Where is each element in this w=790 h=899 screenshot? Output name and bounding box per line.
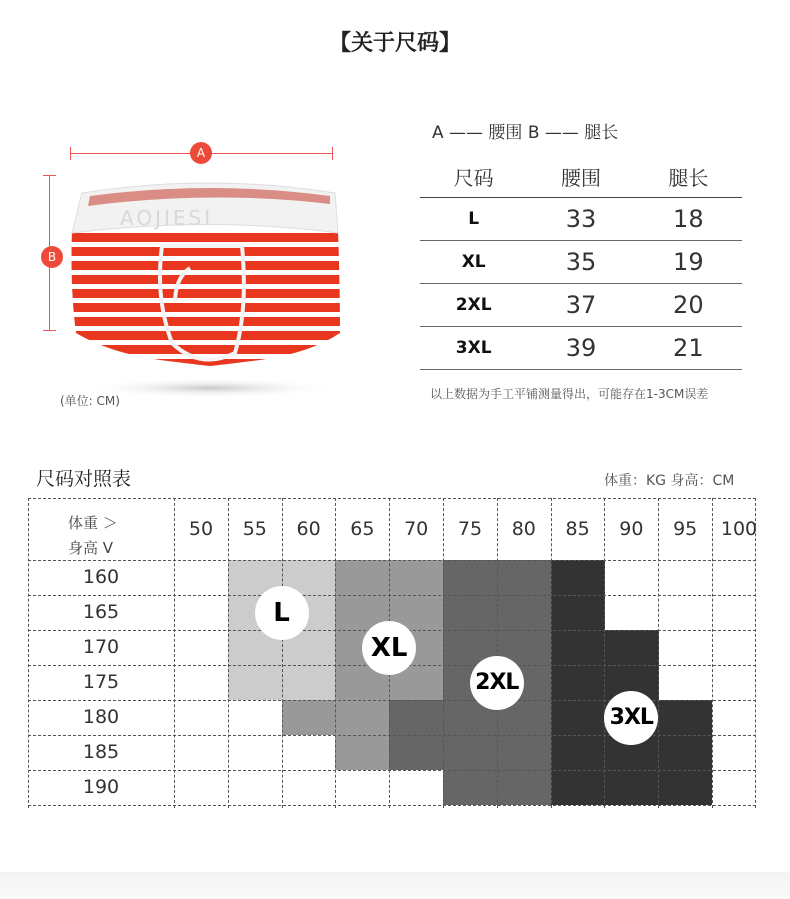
- chart-cell-3xl: [658, 770, 712, 805]
- size-chart-unit: 体重：KG 身高：CM: [604, 473, 735, 489]
- header-waist: 腰围: [527, 155, 634, 198]
- chart-cell-3xl: [551, 665, 605, 700]
- table-row: [420, 241, 742, 284]
- height-label: 170: [82, 636, 120, 658]
- corner-height-label: 身高 V: [68, 539, 114, 557]
- weight-label: 65: [350, 518, 375, 540]
- grid-line: [28, 595, 756, 596]
- weight-label: 95: [673, 518, 698, 540]
- chart-cell-3xl: [551, 770, 605, 805]
- height-label: 160: [82, 566, 120, 588]
- table-row: [420, 198, 742, 241]
- chart-cell-l: [228, 665, 282, 700]
- chart-cell-3xl: [658, 735, 712, 770]
- chart-cell-3xl: [551, 700, 605, 735]
- chart-cell-xl: [335, 735, 389, 770]
- table-row: [420, 327, 742, 370]
- grid-line: [174, 498, 175, 808]
- grid-line: [28, 805, 756, 806]
- chart-cell-2xl: [443, 560, 497, 595]
- chart-cell-2xl: [389, 700, 443, 735]
- chart-cell-3xl: [551, 595, 605, 630]
- chart-cell-3xl: [551, 630, 605, 665]
- chart-cell-xl: [389, 560, 443, 595]
- grid-line: [228, 498, 229, 808]
- waist-cell: 39: [527, 327, 634, 370]
- footer-shade: [0, 872, 790, 899]
- chart-cell-3xl: [604, 770, 658, 805]
- chart-cell-2xl: [443, 595, 497, 630]
- weight-label: 85: [565, 518, 590, 540]
- leg-cell: 20: [635, 284, 742, 327]
- boxer-briefs-image: [40, 138, 340, 398]
- measurement-note: 以上数据为手工平铺测量得出，可能存在1-3CM误差: [430, 387, 709, 401]
- header-leg: 腿长: [635, 155, 742, 198]
- chart-cell-3xl: [604, 630, 658, 665]
- chart-cell-2xl: [497, 770, 551, 805]
- product-illustration: [40, 138, 340, 413]
- svg-text:AOJIESI: AOJIESI: [120, 206, 214, 230]
- size-chart-title: 尺码对照表: [36, 468, 132, 490]
- chart-cell-xl: [282, 700, 336, 735]
- table-row: [420, 284, 742, 327]
- chart-cell-2xl: [389, 735, 443, 770]
- size-cell: XL: [420, 241, 527, 284]
- weight-label: 50: [188, 518, 214, 540]
- marker-b: B: [41, 246, 63, 268]
- size-badge-l: L: [255, 586, 309, 640]
- chart-cell-3xl: [551, 735, 605, 770]
- grid-line: [497, 498, 498, 808]
- leg-cell: 21: [635, 327, 742, 370]
- weight-label: 75: [457, 518, 483, 540]
- grid-line: [712, 498, 713, 808]
- size-badge-2xl: 2XL: [470, 656, 524, 710]
- grid-line: [755, 498, 756, 808]
- size-badge-3xl: 3XL: [604, 691, 658, 745]
- chart-cell-2xl: [497, 560, 551, 595]
- size-badge-xl: XL: [362, 621, 416, 675]
- measurement-table: [420, 155, 742, 370]
- waist-cell: 37: [527, 284, 634, 327]
- height-label: 165: [82, 601, 120, 623]
- grid-line: [282, 498, 283, 808]
- weight-label: 80: [511, 518, 536, 540]
- grid-line: [604, 498, 605, 808]
- height-label: 180: [82, 706, 120, 728]
- grid-line: [28, 498, 756, 499]
- corner-weight-label: 体重 ＞: [68, 514, 118, 532]
- grid-line: [335, 498, 336, 808]
- grid-line: [551, 498, 552, 808]
- weight-label: 90: [619, 518, 644, 540]
- chart-cell-l: [282, 665, 336, 700]
- weight-label: 100: [720, 518, 758, 540]
- chart-cell-3xl: [658, 700, 712, 735]
- measure-legend: A —— 腰围 B —— 腿长: [432, 123, 619, 143]
- grid-line: [658, 498, 659, 808]
- size-cell: 3XL: [420, 327, 527, 370]
- unit-note: (单位: CM): [60, 394, 120, 408]
- chart-cell-3xl: [551, 560, 605, 595]
- waist-cell: 33: [527, 198, 634, 241]
- table-header-row: [420, 155, 742, 198]
- waist-cell: 35: [527, 241, 634, 284]
- page-title: 【关于尺码】: [328, 31, 461, 56]
- leg-cell: 19: [635, 241, 742, 284]
- grid-line: [28, 770, 756, 771]
- chart-cell-2xl: [497, 735, 551, 770]
- size-chart-grid: [28, 498, 756, 810]
- size-cell: 2XL: [420, 284, 527, 327]
- grid-line: [28, 498, 29, 808]
- height-label: 190: [82, 776, 120, 798]
- size-cell: L: [420, 198, 527, 241]
- height-label: 185: [82, 741, 120, 763]
- grid-line: [28, 560, 756, 561]
- grid-line: [443, 498, 444, 808]
- weight-label: 55: [242, 518, 267, 540]
- chart-cell-2xl: [443, 735, 497, 770]
- weight-label: 70: [404, 518, 429, 540]
- chart-cell-xl: [335, 560, 389, 595]
- weight-label: 60: [296, 518, 321, 540]
- marker-a: A: [190, 142, 212, 164]
- height-label: 175: [82, 671, 120, 693]
- chart-cell-2xl: [497, 595, 551, 630]
- chart-cell-2xl: [443, 770, 497, 805]
- header-size: 尺码: [420, 155, 527, 198]
- leg-cell: 18: [635, 198, 742, 241]
- chart-cell-xl: [335, 700, 389, 735]
